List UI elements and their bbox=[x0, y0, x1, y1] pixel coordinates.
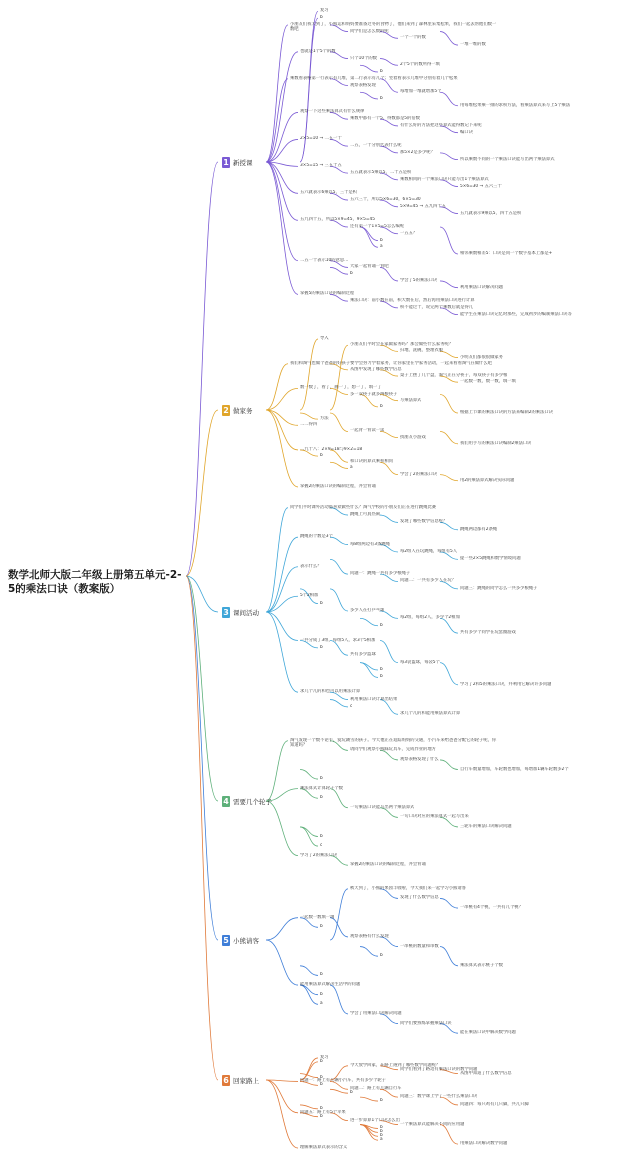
connector-line bbox=[440, 898, 458, 908]
mindmap-node[interactable]: 2个5个的数所得一填 bbox=[400, 62, 440, 68]
mindmap-node[interactable]: 5个2相加 bbox=[300, 593, 319, 599]
mindmap-node[interactable]: b bbox=[320, 972, 323, 978]
connector-line bbox=[266, 25, 288, 162]
mindmap-node[interactable]: 同学们看到了路边有乘法口诀的数学问题 bbox=[400, 1066, 478, 1072]
mindmap-node[interactable]: 多一双筷子就多两根筷子 bbox=[350, 391, 398, 397]
mindmap-node[interactable]: 还有第一个1×5=5怎么编呢 bbox=[350, 224, 405, 230]
section-node[interactable] bbox=[222, 403, 253, 417]
connector-line bbox=[330, 462, 348, 468]
section-number-badge: 1 bbox=[223, 157, 229, 167]
mindmap-node[interactable]: 5×9=45 → 五九四十五 bbox=[400, 203, 446, 209]
mindmap-node[interactable]: 一个一个的数 bbox=[400, 35, 426, 41]
mindmap-node[interactable]: 五九就表示9乘以5，四十五是积 bbox=[460, 210, 522, 216]
mindmap-node[interactable]: 乘法口诀：前小数在前，积大数在后，然后再用乘法口诀进行计算 bbox=[350, 298, 475, 304]
mindmap-node[interactable]: 用2的乘法算式解决实际问题 bbox=[460, 477, 515, 483]
mindmap-node[interactable]: 每2组人在玩跳绳，每组有5人 bbox=[400, 548, 458, 554]
mindmap-node[interactable]: b bbox=[320, 1074, 323, 1080]
connector-line bbox=[330, 918, 348, 937]
connector-line bbox=[440, 92, 458, 105]
mindmap-node[interactable]: 乘数相同的一个乘法口诀只能写出1个乘法算式 bbox=[400, 176, 489, 182]
mindmap-node[interactable]: b bbox=[380, 674, 383, 680]
mindmap-node[interactable]: 五九四十五，所以5×9=45，9×5=45 bbox=[300, 217, 375, 223]
connector-line bbox=[300, 770, 318, 780]
mindmap-node[interactable]: 乘数中都有一个5，得数都是5的倍数 bbox=[350, 116, 420, 122]
connector-line bbox=[266, 364, 288, 410]
connector-line bbox=[440, 395, 458, 413]
mindmap-node[interactable]: 相邻乘数相差5：口诀是同一个数字基本上都是+ bbox=[460, 250, 553, 256]
mindmap-node[interactable]: 问题三：跳绳的同学怎么一共多少根绳子 bbox=[460, 585, 538, 591]
mindmap-node[interactable]: 观察表格发现 bbox=[350, 82, 376, 88]
mindmap-node[interactable]: 学会了2的乘法口诀 bbox=[400, 471, 438, 477]
mindmap-node[interactable]: 掌握2的乘法口诀的编制过程，并会背诵 bbox=[350, 862, 426, 868]
connector-line bbox=[300, 1074, 318, 1078]
mindmap-node[interactable]: 学习了2和5的乘法口诀，并利用它解决许多问题 bbox=[460, 681, 552, 687]
mindmap-node[interactable]: 五六就表示6乘以5，三十是积 bbox=[300, 190, 358, 196]
connector-line bbox=[330, 985, 348, 1014]
connector-line bbox=[266, 612, 298, 641]
mindmap-node[interactable]: 提一些2×5跳绳和数学情境问题 bbox=[460, 556, 521, 562]
mindmap-node[interactable]: b bbox=[320, 776, 323, 782]
mindmap-node[interactable]: 跳绳上可真热闹 bbox=[350, 512, 381, 518]
mindmap-node[interactable]: 利用乘法口诀计算出结果 bbox=[350, 696, 398, 702]
mindmap-node[interactable]: 请同学们观察小熊踩玩具车，完成作业的地方 bbox=[350, 747, 436, 753]
connector-line bbox=[266, 741, 288, 801]
mindmap-node[interactable]: 2×5=10 → 二五一十 bbox=[300, 136, 342, 142]
mindmap-node[interactable]: 问题一：路上有几辆小汽车，共有多少个轮子 bbox=[300, 1078, 386, 1084]
mindmap-node[interactable]: 每3袋篮球，每袋5个 bbox=[400, 659, 440, 665]
connector-line bbox=[186, 576, 218, 1080]
mindmap-node[interactable]: 跳绳的个数是3个 bbox=[300, 534, 333, 540]
mindmap-node[interactable]: b bbox=[320, 453, 323, 459]
connector-line bbox=[266, 612, 298, 692]
connector-line bbox=[440, 947, 458, 966]
mindmap-node[interactable]: 观察一下这些乘法算式有什么规律 bbox=[300, 109, 365, 115]
connector-line bbox=[266, 162, 298, 294]
mindmap-node[interactable]: 只个10个的数 bbox=[350, 55, 377, 61]
connector-line bbox=[186, 410, 218, 576]
mindmap-node[interactable]: 观察表格发现了什么 bbox=[400, 756, 439, 762]
section-label: 回家路上 bbox=[233, 1076, 259, 1085]
connector-line bbox=[300, 1105, 318, 1109]
section-label: 新授课 bbox=[233, 158, 253, 167]
mindmap-node[interactable]: b bbox=[320, 600, 323, 606]
mindmap-node[interactable]: 导入 bbox=[320, 336, 329, 342]
mindmap-node[interactable]: 问题三：数学课上学了一些什么乘法口诀 bbox=[400, 1094, 478, 1100]
section-number-badge: 2 bbox=[223, 405, 229, 415]
mindmap-node[interactable]: 从图中发现了哪些数学信息 bbox=[350, 366, 402, 372]
mindmap-node[interactable]: b bbox=[380, 69, 383, 75]
mindmap-node[interactable]: 找朋友小游戏 bbox=[400, 434, 426, 440]
connector-line bbox=[440, 760, 458, 770]
mindmap-node[interactable]: 求几个几的和能用乘法算式计算 bbox=[400, 711, 461, 717]
section-label: 课间活动 bbox=[233, 608, 259, 617]
mindmap-node[interactable]: 学会了用乘法口诀解决问题 bbox=[350, 1010, 402, 1016]
mindmap-node[interactable]: 方法 bbox=[320, 416, 329, 422]
mindmap-node[interactable]: 一句口诀对应的乘法算式一起写出来 bbox=[400, 814, 469, 820]
connector-line bbox=[300, 339, 318, 410]
mindmap-node[interactable]: c bbox=[320, 843, 323, 849]
mindmap-node[interactable]: b bbox=[320, 1058, 323, 1064]
connector-line bbox=[440, 431, 458, 443]
connector-line bbox=[300, 827, 318, 846]
mindmap-node[interactable]: 利用乘法口诀解决问题 bbox=[460, 284, 503, 290]
mindmap-node[interactable]: 掌握5的乘法口诀的编制过程 bbox=[300, 291, 355, 297]
mindmap-node[interactable]: 发现了什么数学信息 bbox=[400, 895, 439, 901]
connector-line bbox=[300, 413, 318, 419]
mindmap-node[interactable]: 一五五？ bbox=[400, 230, 418, 236]
mindmap-node[interactable]: b bbox=[320, 1113, 323, 1119]
mindmap-node[interactable]: a bbox=[320, 1001, 323, 1007]
mindmap-node[interactable]: b bbox=[320, 833, 323, 839]
mindmap-node[interactable]: b bbox=[380, 622, 383, 628]
mindmap-node[interactable]: 求几个几的和也可以用乘法计算 bbox=[300, 689, 361, 695]
connector-line bbox=[440, 475, 458, 481]
section-number-badge: 4 bbox=[223, 796, 229, 806]
mindmap-node[interactable]: 每增加一堆就增加5个 bbox=[400, 89, 442, 95]
mindmap-node[interactable]: 同学们平时课外活动都喜欢做些什么？淘气学校的小朋友们正在进行跳绳比赛 bbox=[290, 504, 437, 510]
section-node[interactable] bbox=[222, 933, 259, 947]
mindmap-node[interactable]: 二二得四 bbox=[300, 422, 318, 428]
mindmap-node[interactable]: 能用乘法算式解决生活中的问题 bbox=[300, 982, 361, 988]
section-number-badge: 5 bbox=[223, 935, 229, 945]
mindmap-node[interactable]: 三轮车的乘法口诀解决问题 bbox=[460, 823, 512, 829]
mindmap-node[interactable]: 写乘法算式 bbox=[400, 397, 422, 403]
mindmap-node[interactable]: 用乘法口诀解决数学问题 bbox=[460, 1141, 508, 1147]
connector-line bbox=[380, 515, 398, 522]
mindmap-node[interactable]: 一串桃的数量和串数 bbox=[400, 943, 439, 949]
mindmap-node[interactable]: a bbox=[350, 465, 353, 471]
mindmap-node[interactable]: 同学们要熟练掌握乘法口诀 bbox=[400, 1020, 452, 1026]
mindmap-node[interactable]: c bbox=[350, 703, 353, 709]
mindmap-node[interactable]: 那5×2是多少呢？ bbox=[400, 149, 435, 155]
mindmap-node[interactable]: 大家一起背诵一背吧 bbox=[350, 264, 389, 270]
connector-line bbox=[360, 227, 378, 247]
section-number-badge: 6 bbox=[223, 1075, 229, 1085]
mindmap-node[interactable]: 5×6=30 → 五六三十 bbox=[460, 183, 502, 189]
mindmap-node[interactable]: b bbox=[320, 991, 323, 997]
section-node[interactable] bbox=[222, 1073, 259, 1087]
mindmap-node[interactable]: 学会了5的乘法口诀 bbox=[400, 277, 438, 283]
mindmap-node[interactable]: 二五一十表示10的意思… bbox=[300, 257, 349, 263]
mindmap-node[interactable]: 多少人在打乒乓球 bbox=[350, 608, 385, 613]
connector-line bbox=[300, 966, 318, 976]
mindmap-node[interactable]: 理解乘法算式表示的含义 bbox=[300, 1145, 348, 1151]
mindmap-node[interactable]: 问题一：跳绳一共有多少根绳子 bbox=[350, 571, 411, 577]
section-node[interactable] bbox=[222, 794, 272, 808]
connector-line bbox=[360, 1097, 378, 1101]
mindmap-node[interactable]: 共有多少个同学在玩套圈游戏 bbox=[460, 630, 516, 636]
mindmap-node[interactable]: 小朋友们我天到了，小熊运和妈妈要准备过冬的食物了，他们来到了森林里采集松果，我们一起去帮他们数一数吧 bbox=[290, 21, 497, 33]
mindmap-node[interactable]: b bbox=[320, 15, 323, 21]
mindmap-node[interactable]: 五六三十，所以5×6=30，6×5=30 bbox=[350, 197, 421, 203]
mindmap-node[interactable]: 共有多少篮球 bbox=[350, 652, 376, 658]
mindmap-node[interactable]: b bbox=[380, 1129, 383, 1135]
section-label: 小熊请客 bbox=[233, 936, 259, 945]
connector-line bbox=[300, 985, 318, 1004]
mindmap-node[interactable]: 二九十八：2×9=18与9×2=18 bbox=[300, 446, 363, 452]
mindmap-node[interactable]: 小明友们都很很做家务 bbox=[460, 354, 503, 360]
mindmap-node[interactable]: 用每堆松果乘一排的求积方法，看乘法算式来写上5个乘法 bbox=[460, 102, 571, 108]
mindmap-node[interactable]: 扫地、洗碗、整理衣服 bbox=[400, 348, 443, 354]
mindmap-node[interactable]: 观察表格有什么发现 bbox=[350, 933, 389, 939]
mindmap-node[interactable]: b bbox=[350, 1090, 353, 1096]
connector-line bbox=[440, 281, 458, 288]
mindmap-node[interactable]: 今天放学回家，在路上遇到了哪些数学问题呢？ bbox=[350, 1062, 441, 1068]
mindmap-node[interactable]: b bbox=[380, 237, 383, 243]
mindmap-node[interactable]: 一个乘法算式能解决不同的应用题 bbox=[400, 1121, 465, 1127]
mindmap-node[interactable]: 也就是1个5个的数 bbox=[300, 48, 336, 54]
connector-line bbox=[266, 801, 298, 856]
connector-line bbox=[300, 1058, 318, 1080]
mindmap-node[interactable]: 掌握2的乘法口诀的编制过程，并会背诵 bbox=[300, 483, 376, 489]
mindmap-node[interactable]: 一起数一数填一填 bbox=[300, 914, 335, 920]
mindmap-node[interactable]: 一共分成了3组，每组5人，求3个5相加 bbox=[300, 637, 376, 643]
mindmap-node[interactable]: b bbox=[380, 95, 383, 101]
connector-line bbox=[330, 700, 348, 707]
mindmap-node[interactable]: 能学生在乘法口诀记忆时那些，完成初步的编制乘法口诀等 bbox=[460, 311, 572, 317]
mindmap-node[interactable]: 3×5=15 → 三五十五 bbox=[300, 163, 342, 169]
connector-line bbox=[266, 410, 298, 450]
section-node[interactable] bbox=[222, 605, 259, 619]
mindmap-node[interactable]: 根据上节课的乘法口诀的方法来编制2的乘法口诀 bbox=[460, 410, 553, 415]
mindmap-node[interactable]: a bbox=[380, 1137, 383, 1143]
mindmap-node[interactable]: 问题四：每只鸡有几只脚，共几只脚 bbox=[460, 1101, 529, 1107]
mindmap-node[interactable]: b bbox=[320, 795, 323, 801]
section-number-badge: 3 bbox=[223, 607, 229, 617]
mindmap-node[interactable]: b bbox=[380, 1098, 383, 1104]
mindmap-node[interactable]: b bbox=[320, 924, 323, 930]
mindmap-node[interactable]: 淘气发现一个数不论手，爱玩踢雪的孩子。今天他正在追踪妈妈的交通，小汽车来给爸爸分配它的轮子呢，你知道吗？ bbox=[290, 737, 497, 749]
connector-line bbox=[360, 65, 378, 72]
mindmap-node[interactable]: b bbox=[380, 667, 383, 673]
mindmap-node[interactable]: 问题二：一共有多少人在玩？ bbox=[400, 578, 456, 584]
connector-line bbox=[266, 918, 298, 940]
mindmap-node[interactable]: b bbox=[320, 644, 323, 650]
mindmap-node[interactable]: 从图中知道了什么数学信息 bbox=[460, 1070, 512, 1076]
mindmap-node[interactable]: 二五，一十分别代表什么呢 bbox=[350, 143, 402, 149]
mindmap-node[interactable]: 一起数一数，数一数，填一填 bbox=[460, 379, 516, 385]
mindmap-node[interactable]: 问题二：路上有几辆自行车 bbox=[350, 1086, 402, 1092]
connector-line bbox=[266, 52, 298, 162]
mindmap-node[interactable]: 乘数看表格第一行表示有几堆，第二行表示有几个；竖着看表示几堆中分别有着几个松果 bbox=[290, 75, 458, 81]
mindmap-node[interactable]: 一句乘法口诀能写出两个乘法算式 bbox=[350, 804, 415, 810]
connector-line bbox=[186, 576, 218, 801]
mindmap-node[interactable]: a bbox=[380, 244, 383, 250]
mindmap-node[interactable]: 乘法算式表示桃子个数 bbox=[460, 962, 503, 968]
mindmap-node[interactable]: 小朋友们平时会在家做家务吗？那会做些什么家务呢？ bbox=[350, 342, 454, 348]
connector-line bbox=[380, 641, 398, 663]
mindmap-node[interactable]: 自行车数量增加，车轮数也增加，每增加1辆车轮数多2个 bbox=[460, 766, 569, 772]
connector-line bbox=[440, 663, 458, 685]
connector-line bbox=[440, 227, 458, 254]
connector-line bbox=[440, 1125, 458, 1145]
connector-line bbox=[266, 1080, 298, 1148]
mindmap-node[interactable]: 我们用手写的乘法口诀编制2乘法口诀 bbox=[460, 440, 532, 446]
mindmap-node[interactable]: 我们和淘气也做个爸爸的好孩子要学会努力学着家务，让你家里在学家务活动，一起来看看淘气在做什么吧 bbox=[290, 360, 492, 366]
section-label: 需要几个轮子 bbox=[233, 797, 272, 806]
mindmap-node[interactable]: 积不能过十，说完两个乘数后就是得几 bbox=[400, 304, 474, 310]
connector-line bbox=[360, 947, 378, 957]
mindmap-node[interactable]: 每8组两边有3条跳绳 bbox=[350, 541, 390, 547]
mindmap-node[interactable]: b bbox=[380, 1133, 383, 1139]
connector-line bbox=[440, 153, 458, 160]
mindmap-node[interactable]: 秋天到了，小熊的果园丰收啦，今天我们来一起学习小熊请客 bbox=[350, 885, 467, 891]
mindmap-node[interactable]: 一串桃有4个桃，一共有几个桃？ bbox=[460, 905, 523, 911]
mindmap-node[interactable]: 乘法算式计算轮子个数 bbox=[300, 785, 343, 791]
mindmap-node[interactable]: 有什么好的方法把这些算式能得数记下来呢 bbox=[400, 122, 482, 128]
connector-line bbox=[300, 827, 318, 837]
mindmap-node[interactable]: b bbox=[380, 1125, 383, 1131]
mindmap-node[interactable]: 五五就表示5乘以5，二十五是积 bbox=[350, 170, 412, 176]
mindmap-node[interactable]: 问题五：路上有5个苹果 bbox=[300, 1109, 346, 1115]
connector-line bbox=[330, 1089, 348, 1093]
mindmap-node[interactable]: b bbox=[320, 1082, 323, 1088]
mindmap-node[interactable]: 和口诀的算式乘积相同 bbox=[350, 459, 393, 465]
mindmap-node[interactable]: 表示什么？ bbox=[300, 563, 322, 569]
connector-line bbox=[266, 940, 298, 985]
mindmap-node[interactable]: b bbox=[320, 1105, 323, 1111]
mindmap-node[interactable]: 发现了哪些数学信息呢？ bbox=[400, 519, 448, 525]
connector-line bbox=[380, 59, 398, 66]
mindmap-node[interactable]: 桌子上摆了几个盘，淘气正在分筷子，每双筷子有多少根 bbox=[400, 373, 508, 379]
connector-line bbox=[330, 267, 348, 274]
mindmap-node[interactable]: 复习 bbox=[320, 8, 329, 14]
connector-line bbox=[330, 559, 348, 574]
connector-line bbox=[186, 576, 218, 940]
section-node[interactable] bbox=[222, 155, 253, 169]
connector-line bbox=[330, 345, 348, 410]
connector-line bbox=[266, 1080, 298, 1113]
connector-line bbox=[266, 537, 298, 612]
mindmap-node[interactable]: 同学们是怎么数的呢 bbox=[350, 28, 389, 34]
connector-line bbox=[330, 589, 348, 611]
mindmap-node[interactable]: 一起背一背读一读 bbox=[350, 428, 385, 434]
root-title: 数学北师大版二年级上册第五单元-2-5的乘法口诀（教案版） bbox=[8, 569, 182, 595]
mindmap-node[interactable]: 进一步算算1个口诀怎么出 bbox=[350, 1117, 400, 1123]
mindmap-node[interactable]: b bbox=[380, 953, 383, 959]
mindmap-node[interactable]: 学习了2的乘法口诀 bbox=[300, 852, 338, 858]
mindmap-node[interactable]: 所以乘数不同的一个乘法口诀能写出两个乘法算式 bbox=[460, 156, 555, 162]
mindmap-node[interactable]: 复习 bbox=[320, 1054, 329, 1060]
connector-line bbox=[440, 32, 458, 45]
section-label: 做家务 bbox=[233, 406, 253, 415]
mindmap-node[interactable]: b bbox=[380, 403, 383, 409]
connector-line bbox=[360, 92, 378, 99]
mindmap-node[interactable]: 能在乘法口诀中解决数学问题 bbox=[460, 1030, 516, 1036]
connector-line bbox=[330, 413, 348, 431]
mindmap-node[interactable]: 一堆一堆的数 bbox=[460, 42, 486, 48]
connector-line bbox=[360, 618, 378, 625]
mindmap-node[interactable]: 跳绳两边都有2条绳 bbox=[460, 526, 498, 532]
connector-line bbox=[186, 162, 218, 576]
mindmap-node[interactable]: 编口诀 bbox=[460, 129, 473, 135]
mindmap-node[interactable]: 每2组，每组2人，多少个2相加 bbox=[400, 615, 460, 621]
mindmap-node[interactable]: b bbox=[350, 271, 353, 277]
mindmap-node[interactable]: 数一数了，看了，画一了，想一了，填一了 bbox=[300, 385, 382, 391]
connector-line bbox=[330, 789, 348, 808]
